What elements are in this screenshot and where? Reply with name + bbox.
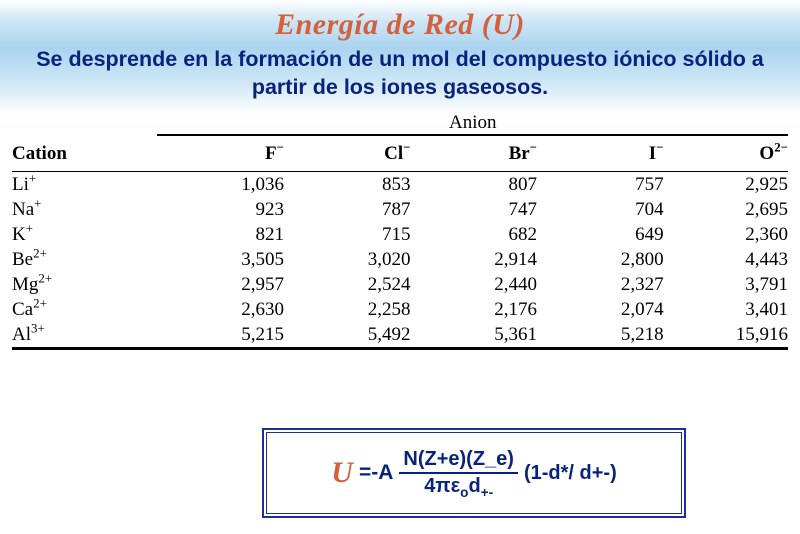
cell-value: 3,020	[367, 249, 411, 270]
cell-value: 5,215	[241, 324, 284, 345]
cell-value: 1,036	[241, 174, 284, 195]
cell-value: 2,630	[241, 299, 284, 320]
cell-value: 923	[255, 199, 284, 220]
denominator-sub-plusminus: +-	[480, 485, 494, 500]
row-cation-label: K	[12, 224, 26, 245]
anion-group-header: Anion	[448, 112, 497, 133]
cell-value: 2,074	[620, 299, 664, 320]
row-cation-charge: +	[28, 170, 37, 186]
cell-value: 15,916	[735, 324, 788, 345]
row-cation-charge: 3+	[31, 320, 45, 336]
row-cation-label: Be	[12, 249, 34, 270]
row-cation-charge: 2+	[38, 270, 53, 286]
table-row	[12, 172, 788, 198]
cell-value: 2,524	[367, 274, 411, 295]
row-cation-label: Na	[12, 199, 35, 220]
row-cation-charge: 2+	[33, 245, 47, 261]
cell-value: 5,218	[620, 324, 664, 345]
rule-row-bottom	[12, 347, 788, 349]
header-anion-br	[411, 135, 538, 171]
cell-value: 682	[508, 224, 538, 245]
table-row	[12, 197, 788, 222]
lattice-energy-table	[12, 112, 788, 350]
cell-value: 2,440	[494, 274, 538, 295]
header-anion-i	[537, 135, 664, 171]
table-row	[12, 247, 788, 272]
cell-value: 2,800	[620, 249, 664, 270]
header-anion-cl-label: Cl	[384, 143, 404, 164]
formula-symbol: U	[331, 456, 353, 489]
cell-value: 3,791	[745, 274, 788, 295]
cell-value: 3,401	[745, 299, 788, 320]
header-anion-f-charge: −	[276, 139, 284, 155]
cell-value: 821	[255, 224, 284, 245]
cell-value: 2,176	[494, 299, 538, 320]
anion-group-header-row	[12, 112, 788, 134]
cell-value: 2,925	[745, 174, 788, 195]
formula-denominator	[420, 474, 497, 498]
row-cation-label: Mg	[12, 274, 39, 295]
cell-value: 747	[508, 199, 538, 220]
cell-value: 807	[508, 174, 538, 195]
header-anion-br-label: Br	[508, 143, 530, 164]
row-cation	[12, 247, 157, 272]
header-anion-cl	[284, 135, 411, 171]
cell-value: 2,360	[745, 224, 788, 245]
header-anion-i-label: I	[648, 143, 657, 164]
title-band	[0, 0, 800, 115]
page-subtitle: Se desprende en la formación de un mol del compuesto iónico sólido a partir de los iones gaseosos.	[36, 47, 764, 99]
formula-inner-border	[266, 432, 682, 514]
ion-table	[12, 112, 788, 350]
row-cation	[12, 322, 157, 347]
cell-value: 2,957	[241, 274, 284, 295]
cell-value: 3,505	[241, 249, 284, 270]
row-cation-label: Li	[12, 174, 29, 195]
formula-box	[262, 428, 686, 518]
header-anion-o-charge: 2−	[774, 139, 788, 155]
page-title: Energía de Red (U)	[275, 8, 525, 41]
table-row	[12, 272, 788, 297]
row-cation-label: Ca	[12, 299, 34, 320]
header-anion-o-label: O	[759, 143, 775, 164]
row-cation-charge: 2+	[33, 295, 47, 311]
header-anion-cl-charge: −	[403, 139, 411, 155]
cell-value: 649	[635, 224, 664, 245]
cell-value: 757	[635, 174, 664, 195]
cell-value: 5,492	[367, 324, 411, 345]
table-row	[12, 322, 788, 347]
column-header-row	[12, 135, 788, 171]
header-anion-br-charge: −	[529, 139, 538, 155]
row-cation	[12, 222, 157, 247]
cell-value: 5,361	[494, 324, 538, 345]
cell-value: 4,443	[745, 249, 788, 270]
cell-value: 715	[382, 224, 411, 245]
header-cation: Cation	[12, 142, 67, 164]
formula-numerator: N(Z+e)(Z_e)	[403, 448, 514, 470]
row-cation-label: Al	[12, 324, 31, 345]
formula-expression	[267, 433, 681, 513]
header-anion-f	[157, 135, 284, 171]
row-cation	[12, 172, 157, 198]
cell-value: 704	[635, 199, 664, 220]
row-cation	[12, 272, 157, 297]
header-anion-o	[664, 135, 788, 171]
row-cation	[12, 197, 157, 222]
denominator-mid: d	[468, 475, 481, 497]
formula-tail: (1-d*/ d+-)	[523, 461, 617, 484]
cell-value: 787	[382, 199, 411, 220]
cell-value: 2,258	[367, 299, 411, 320]
formula-equals: =-A	[358, 461, 394, 484]
denominator-sub-o: o	[460, 485, 469, 500]
table-row	[12, 297, 788, 322]
spacer-cell	[12, 112, 157, 134]
formula-fraction	[399, 448, 518, 498]
cell-value: 2,914	[494, 249, 538, 270]
horizontal-rule	[12, 347, 788, 349]
denominator-prefix: 4πε	[424, 475, 461, 497]
row-cation-charge: +	[25, 220, 34, 236]
header-anion-f-label: F	[265, 143, 277, 164]
cell-value: 2,695	[745, 199, 788, 220]
cell-value: 853	[382, 174, 411, 195]
row-cation-charge: +	[34, 195, 42, 211]
table-row	[12, 222, 788, 247]
cell-value: 2,327	[620, 274, 664, 295]
row-cation	[12, 297, 157, 322]
header-anion-i-charge: −	[656, 139, 664, 155]
